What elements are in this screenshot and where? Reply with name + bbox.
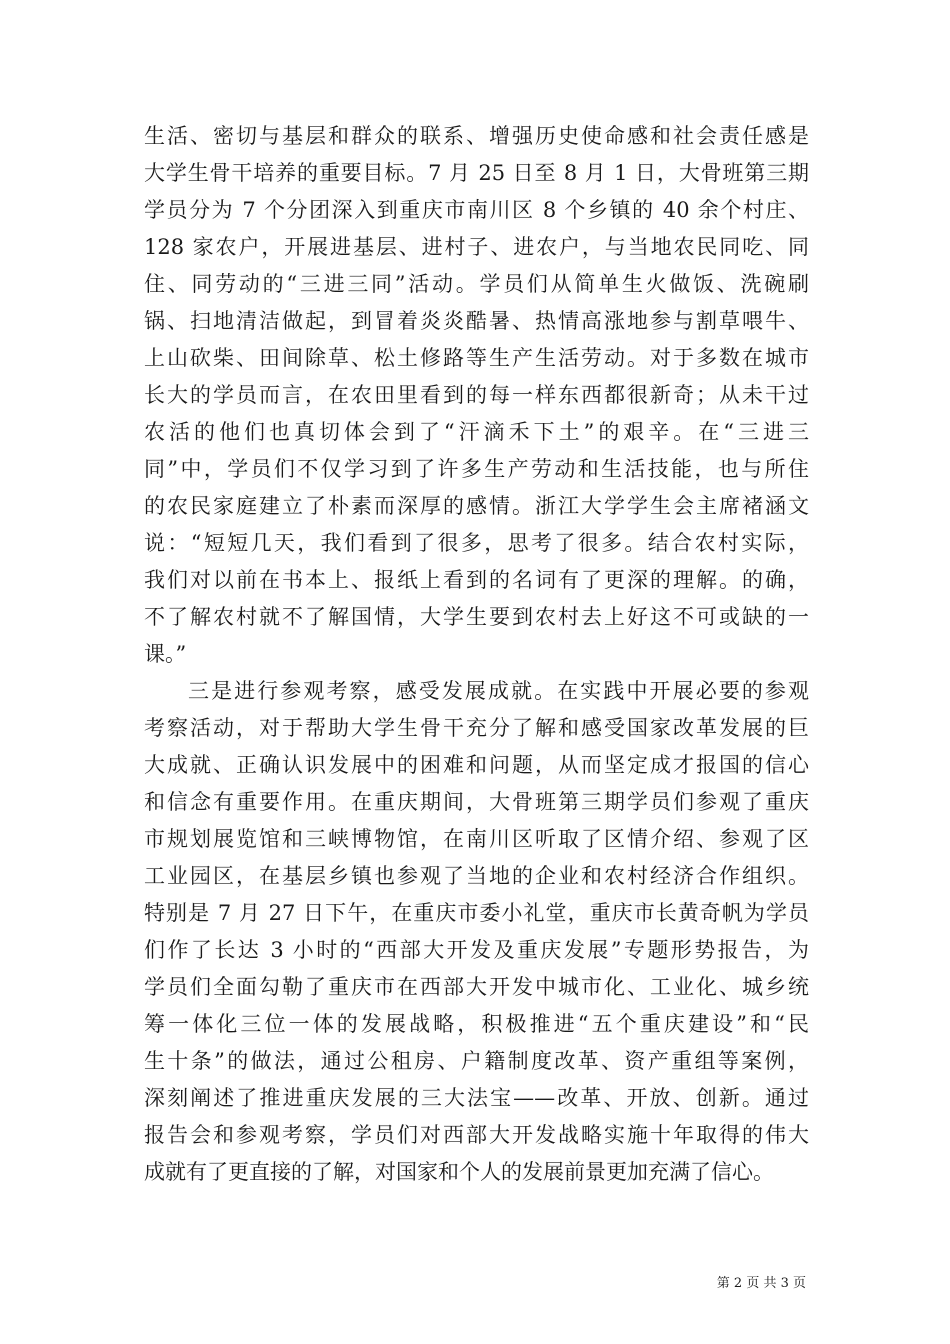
- paragraph-1: [144, 118, 809, 673]
- text-line: 报告会和参观考察，学员们对西部大开发战略实施十年取得的伟大: [144, 1123, 809, 1147]
- page-number: 第 2 页 共 3 页: [716, 1276, 806, 1291]
- text-line: 我们对以前在书本上、报纸上看到的名词有了更深的理解。的确，: [144, 568, 809, 592]
- text-line: 们作了长达 3 小时的“西部大开发及重庆发展”专题形势报告，为: [144, 938, 809, 962]
- text-line: 不了解农村就不了解国情，大学生要到农村去上好这不可或缺的一: [144, 605, 809, 629]
- text-line: 筹一体化三位一体的发展战略，积极推进“五个重庆建设”和“民: [144, 1012, 809, 1036]
- text-line: 特别是 7 月 27 日下午，在重庆市委小礼堂，重庆市长黄奇帆为学员: [144, 901, 809, 925]
- text-line: 长大的学员而言，在农田里看到的每一样东西都很新奇；从未干过: [144, 383, 809, 407]
- document-body: [144, 118, 809, 1191]
- text-line: 深刻阐述了推进重庆发展的三大法宝——改革、开放、创新。通过: [144, 1086, 809, 1110]
- text-line: 同”中，学员们不仅学习到了许多生产劳动和生活技能，也与所住: [144, 457, 809, 481]
- text-line: 农活的他们也真切体会到了“汗滴禾下土”的艰辛。在“三进三: [144, 420, 809, 444]
- text-line: 课。”: [144, 642, 187, 666]
- text-line: 住、同劳动的“三进三同”活动。学员们从简单生火做饭、洗碗刷: [144, 272, 809, 296]
- text-line: 生十条”的做法，通过公租房、户籍制度改革、资产重组等案例，: [144, 1049, 809, 1073]
- text-line: 说：“短短几天，我们看到了很多，思考了很多。结合农村实际，: [144, 531, 809, 555]
- text-line: 大学生骨干培养的重要目标。7 月 25 日至 8 月 1 日，大骨班第三期: [144, 161, 809, 185]
- text-line: 学员分为 7 个分团深入到重庆市南川区 8 个乡镇的 40 余个村庄、: [144, 198, 809, 222]
- text-line: 生活、密切与基层和群众的联系、增强历史使命感和社会责任感是: [144, 124, 809, 148]
- text-line: 考察活动，对于帮助大学生骨干充分了解和感受国家改革发展的巨: [144, 716, 809, 740]
- text-line: 市规划展览馆和三峡博物馆，在南川区听取了区情介绍、参观了区: [144, 827, 809, 851]
- text-line: 和信念有重要作用。在重庆期间，大骨班第三期学员们参观了重庆: [144, 790, 809, 814]
- text-line: 的农民家庭建立了朴素而深厚的感情。浙江大学学生会主席褚涵文: [144, 494, 809, 518]
- text-line: 工业园区，在基层乡镇也参观了当地的企业和农村经济合作组织。: [144, 864, 809, 888]
- text-line: 成就有了更直接的了解，对国家和个人的发展前景更加充满了信心。: [144, 1160, 774, 1184]
- text-line: 锅、扫地清洁做起，到冒着炎炎酷暑、热情高涨地参与割草喂牛、: [144, 309, 809, 333]
- text-line: 大成就、正确认识发展中的困难和问题，从而坚定成才报国的信心: [144, 753, 809, 777]
- paragraph-2: [144, 673, 809, 1191]
- text-line: 128 家农户，开展进基层、进村子、进农户，与当地农民同吃、同: [144, 235, 809, 259]
- text-line: 三是进行参观考察，感受发展成就。在实践中开展必要的参观: [188, 679, 809, 703]
- text-line: 上山砍柴、田间除草、松土修路等生产生活劳动。对于多数在城市: [144, 346, 809, 370]
- text-line: 学员们全面勾勒了重庆市在西部大开发中城市化、工业化、城乡统: [144, 975, 809, 999]
